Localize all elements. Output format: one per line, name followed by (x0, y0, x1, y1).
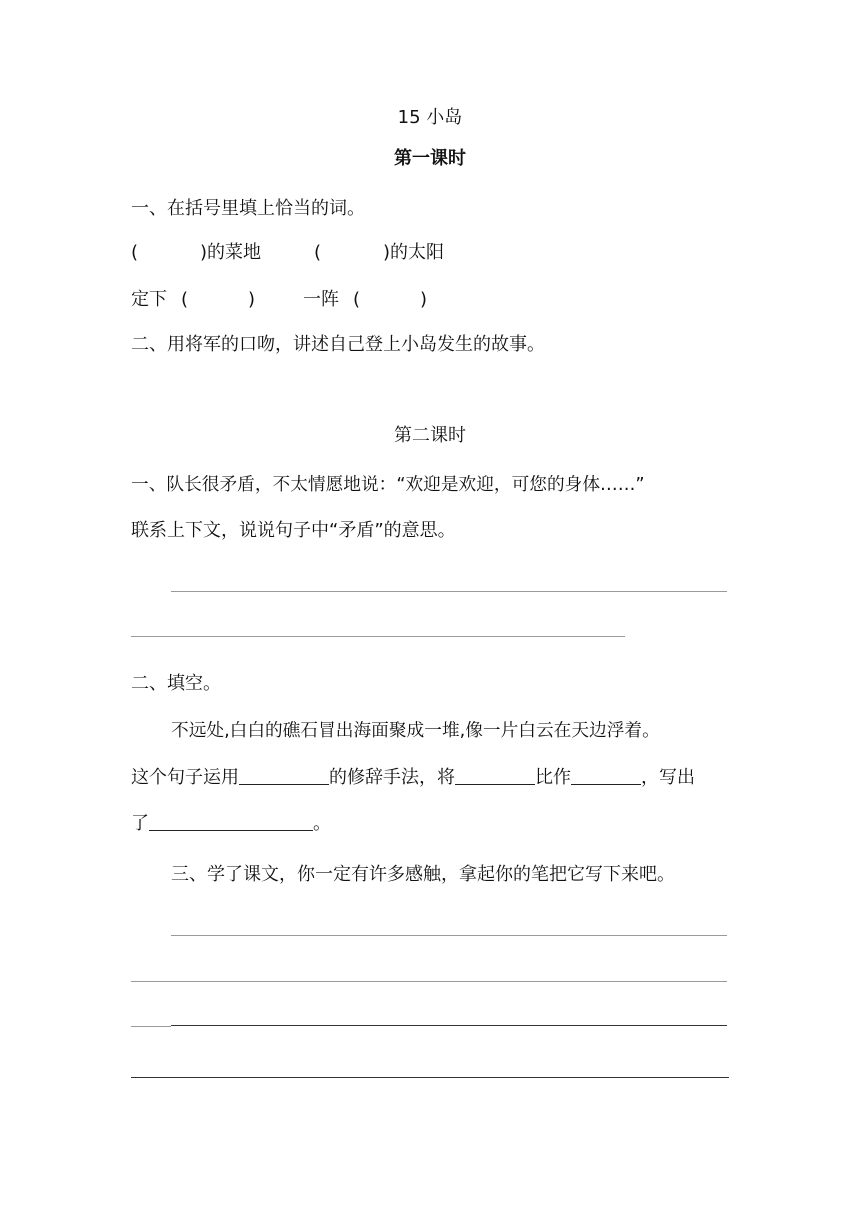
item-prefix: 一阵 (303, 289, 339, 310)
answer-line[interactable] (171, 935, 727, 936)
passage-sentence: 不远处,白白的礁石冒出海面聚成一堆,像一片白云在天边浮着。 (171, 721, 660, 741)
lesson2-question-1: 一、队长很矛盾，不太情愿地说：“欢迎是欢迎，可您的身体……” (131, 475, 645, 495)
lesson1-heading: 第一课时 (394, 148, 466, 169)
answer-line[interactable] (131, 981, 727, 982)
open-paren: ( (353, 289, 361, 310)
fill-text: ，写出 (641, 767, 695, 788)
item-suffix: )的菜地 (200, 242, 262, 263)
item-prefix: 定下 (131, 289, 167, 310)
lesson2-question-1-prompt: 联系上下文，说说句子中“矛盾”的意思。 (131, 520, 456, 541)
fill-item-2 (314, 241, 444, 265)
answer-line[interactable] (171, 1025, 727, 1026)
answer-line[interactable] (171, 591, 727, 592)
lesson2-question-3: 三、学了课文，你一定有许多感触，拿起你的笔把它写下来吧。 (171, 864, 675, 885)
fill-item-3 (131, 288, 255, 312)
fill-sentence (131, 766, 695, 790)
lesson2-question-2: 二、填空。 (131, 673, 221, 694)
fill-text: 比作 (535, 767, 571, 788)
lesson1-question-1: 一、在括号里填上恰当的词。 (131, 198, 365, 219)
fill-text: 了 (131, 813, 149, 834)
fill-sentence-end (131, 812, 331, 836)
item-suffix: ) (420, 289, 428, 310)
page-title: 15 小岛 (397, 107, 463, 128)
answer-blank[interactable] (239, 766, 329, 785)
fill-text: 这个句子运用 (131, 767, 239, 788)
answer-line[interactable] (131, 1026, 171, 1027)
answer-line[interactable] (131, 1077, 729, 1078)
open-paren: ( (314, 242, 322, 263)
answer-line[interactable] (131, 636, 625, 637)
lesson2-heading: 第二课时 (394, 425, 466, 446)
answer-blank[interactable] (149, 812, 313, 831)
answer-blank[interactable] (455, 766, 535, 785)
open-paren: ( (131, 242, 139, 263)
item-suffix: ) (248, 289, 256, 310)
lesson1-question-2: 二、用将军的口吻，讲述自己登上小岛发生的故事。 (131, 334, 545, 355)
open-paren: ( (181, 289, 189, 310)
item-suffix: )的太阳 (383, 242, 445, 263)
fill-text: 的修辞手法，将 (329, 767, 455, 788)
fill-item-4 (303, 288, 427, 312)
answer-blank[interactable] (571, 766, 641, 785)
fill-item-1 (131, 241, 261, 265)
fill-text: 。 (313, 813, 331, 834)
